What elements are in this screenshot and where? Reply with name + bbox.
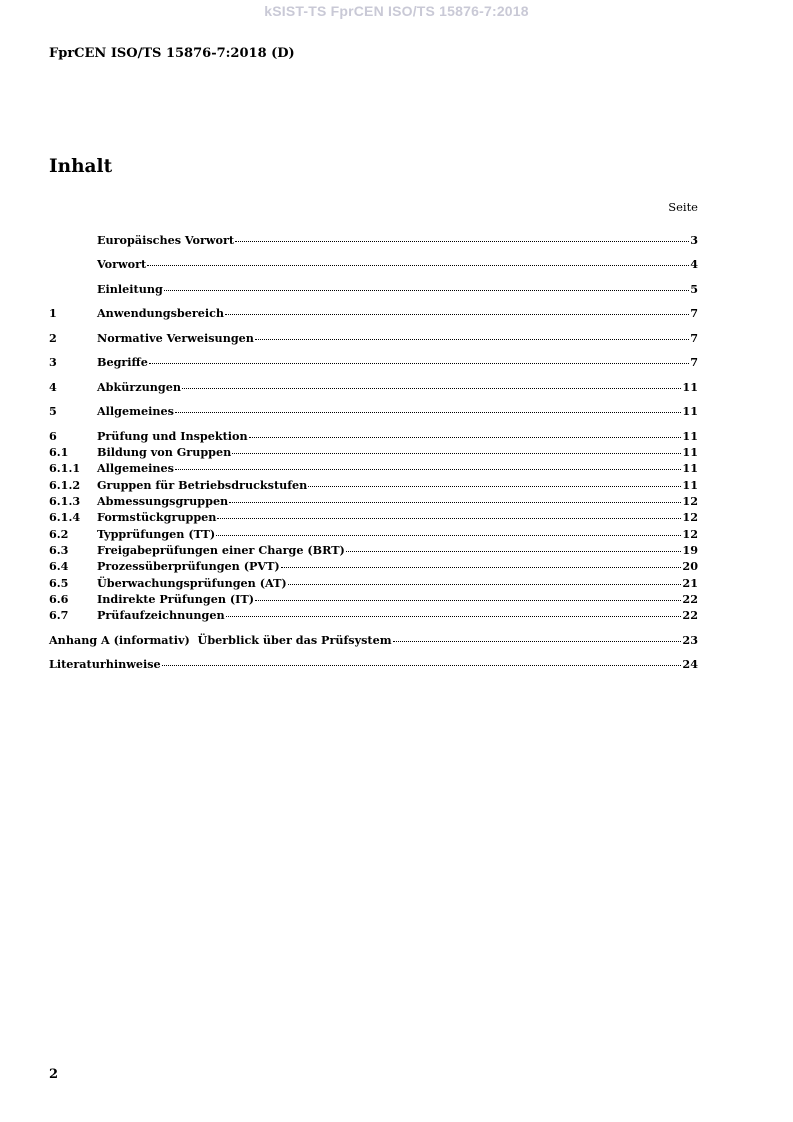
toc-entry-number: 6.7 bbox=[49, 608, 69, 623]
toc-entry-page: 11 bbox=[682, 404, 698, 419]
toc-entry-number: 3 bbox=[49, 355, 57, 370]
toc-entry-number: 6.1.4 bbox=[49, 510, 81, 525]
page-column-label: Seite bbox=[668, 200, 698, 214]
toc-entry[interactable] bbox=[49, 354, 698, 370]
toc-leader-dots bbox=[175, 468, 682, 470]
toc-entry[interactable] bbox=[49, 281, 698, 297]
toc-leader-dots bbox=[255, 599, 681, 601]
toc-entry-title: Abmessungsgruppen bbox=[97, 494, 229, 509]
toc-entry[interactable] bbox=[49, 656, 698, 672]
toc-leader-dots bbox=[308, 485, 681, 487]
toc-leader-dots bbox=[346, 550, 682, 552]
toc-entry-page: 22 bbox=[682, 608, 698, 623]
toc-entry-page: 21 bbox=[682, 575, 698, 590]
toc-entry[interactable] bbox=[49, 305, 698, 321]
watermark: kSIST-TS FprCEN ISO/TS 15876-7:2018 bbox=[264, 3, 529, 19]
toc-entry-page: 12 bbox=[682, 526, 698, 541]
toc-leader-dots bbox=[288, 583, 682, 585]
toc-entry-page: 12 bbox=[682, 494, 698, 509]
toc-entry-page: 11 bbox=[682, 379, 698, 394]
toc-entry-title: Allgemeines bbox=[97, 461, 174, 476]
toc-entry-number: 6.6 bbox=[49, 591, 69, 606]
toc-entry-title: Typprüfungen (TT) bbox=[97, 526, 216, 541]
toc-entry-page: 24 bbox=[682, 657, 698, 672]
toc-entry[interactable] bbox=[49, 403, 698, 419]
table-of-contents bbox=[49, 232, 698, 672]
toc-leader-dots bbox=[147, 264, 689, 266]
toc-leader-dots bbox=[232, 452, 681, 454]
toc-entry[interactable] bbox=[49, 509, 698, 525]
toc-leader-dots bbox=[225, 313, 689, 315]
toc-leader-dots bbox=[255, 338, 689, 340]
toc-entry-page: 11 bbox=[682, 428, 698, 443]
toc-entry[interactable] bbox=[49, 558, 698, 574]
toc-entry[interactable] bbox=[49, 379, 698, 395]
toc-entry-title: Prozessüberprüfungen (PVT) bbox=[97, 559, 280, 574]
toc-entry-page: 11 bbox=[682, 445, 698, 460]
toc-leader-dots bbox=[164, 289, 689, 291]
toc-entry-number: 4 bbox=[49, 379, 57, 394]
toc-entry[interactable] bbox=[49, 256, 698, 272]
toc-leader-dots bbox=[249, 436, 682, 438]
toc-entry[interactable] bbox=[49, 428, 698, 444]
toc-entry-page: 3 bbox=[690, 233, 698, 247]
toc-entry[interactable] bbox=[49, 526, 698, 542]
toc-entry[interactable] bbox=[49, 232, 698, 248]
toc-entry-page: 19 bbox=[682, 542, 698, 557]
toc-entry-title: Gruppen für Betriebsdruckstufen bbox=[97, 477, 308, 492]
toc-entry-page: 7 bbox=[690, 355, 698, 370]
toc-entry-page: 23 bbox=[682, 632, 698, 647]
toc-entry-number: 5 bbox=[49, 404, 57, 419]
toc-entry[interactable] bbox=[49, 330, 698, 346]
toc-entry-title: Indirekte Prüfungen (IT) bbox=[97, 591, 255, 606]
toc-leader-dots bbox=[182, 387, 681, 389]
toc-leader-dots bbox=[281, 566, 682, 568]
document-id-header: FprCEN ISO/TS 15876-7:2018 (D) bbox=[49, 46, 295, 61]
toc-leader-dots bbox=[149, 362, 689, 364]
toc-entry-page: 20 bbox=[682, 559, 698, 574]
toc-entry-number: 6.5 bbox=[49, 575, 69, 590]
toc-entry-title: Formstückgruppen bbox=[97, 510, 217, 525]
toc-leader-dots bbox=[217, 517, 681, 519]
toc-entry-page: 5 bbox=[690, 281, 698, 296]
toc-entry-page: 11 bbox=[682, 477, 698, 492]
toc-entry-number: 6.4 bbox=[49, 559, 69, 574]
toc-entry-number: 6.1.1 bbox=[49, 461, 81, 476]
toc-leader-dots bbox=[235, 240, 689, 242]
toc-entry-title: Europäisches Vorwort bbox=[97, 233, 235, 247]
toc-entry-page: 12 bbox=[682, 510, 698, 525]
toc-entry-title: Normative Verweisungen bbox=[97, 330, 254, 345]
toc-entry-title: Anwendungsbereich bbox=[97, 306, 225, 321]
toc-entry-page: 7 bbox=[690, 330, 698, 345]
toc-entry-number: 6 bbox=[49, 428, 57, 443]
toc-entry[interactable] bbox=[49, 542, 698, 558]
toc-entry-title: Bildung von Gruppen bbox=[97, 445, 232, 460]
toc-entry[interactable] bbox=[49, 632, 698, 648]
toc-entry[interactable] bbox=[49, 460, 698, 476]
toc-entry-title: Prüfaufzeichnungen bbox=[97, 608, 225, 623]
toc-entry-page: 11 bbox=[682, 461, 698, 476]
toc-leader-dots bbox=[175, 411, 682, 413]
toc-entry-number: 2 bbox=[49, 330, 57, 345]
toc-entry-title: Abkürzungen bbox=[97, 379, 181, 394]
toc-entry-title: Begriffe bbox=[97, 355, 148, 370]
toc-leader-dots bbox=[216, 534, 681, 536]
toc-entry[interactable] bbox=[49, 444, 698, 460]
toc-entry-title: Allgemeines bbox=[97, 404, 174, 419]
toc-entry[interactable] bbox=[49, 607, 698, 623]
toc-entry-title: Anhang A (informativ) Überblick über das Prüfsystem bbox=[49, 632, 392, 647]
toc-entry[interactable] bbox=[49, 575, 698, 591]
toc-entry-number: 6.1 bbox=[49, 445, 69, 460]
toc-entry-title: Freigabeprüfungen einer Charge (BRT) bbox=[97, 542, 345, 557]
toc-entry-page: 4 bbox=[690, 257, 698, 272]
toc-entry[interactable] bbox=[49, 477, 698, 493]
toc-entry-title: Vorwort bbox=[97, 257, 147, 272]
toc-entry-number: 6.1.2 bbox=[49, 477, 81, 492]
toc-entry-number: 6.1.3 bbox=[49, 494, 81, 509]
toc-leader-dots bbox=[226, 615, 682, 617]
page-number: 2 bbox=[49, 1067, 59, 1082]
toc-entry-title: Literaturhinweise bbox=[49, 657, 161, 672]
toc-entry-title: Prüfung und Inspektion bbox=[97, 428, 248, 443]
toc-entry-number: 6.3 bbox=[49, 542, 69, 557]
toc-entry[interactable] bbox=[49, 493, 698, 509]
toc-entry-page: 22 bbox=[682, 591, 698, 606]
toc-leader-dots bbox=[162, 664, 682, 666]
toc-entry-number: 1 bbox=[49, 306, 57, 321]
toc-entry-number: 6.2 bbox=[49, 526, 69, 541]
toc-leader-dots bbox=[393, 640, 682, 642]
toc-entry-title: Einleitung bbox=[97, 281, 163, 296]
toc-leader-dots bbox=[229, 501, 681, 503]
toc-entry[interactable] bbox=[49, 591, 698, 607]
toc-entry-title: Überwachungsprüfungen (AT) bbox=[97, 575, 287, 590]
page-title: Inhalt bbox=[49, 156, 113, 177]
toc-entry-page: 7 bbox=[690, 306, 698, 321]
